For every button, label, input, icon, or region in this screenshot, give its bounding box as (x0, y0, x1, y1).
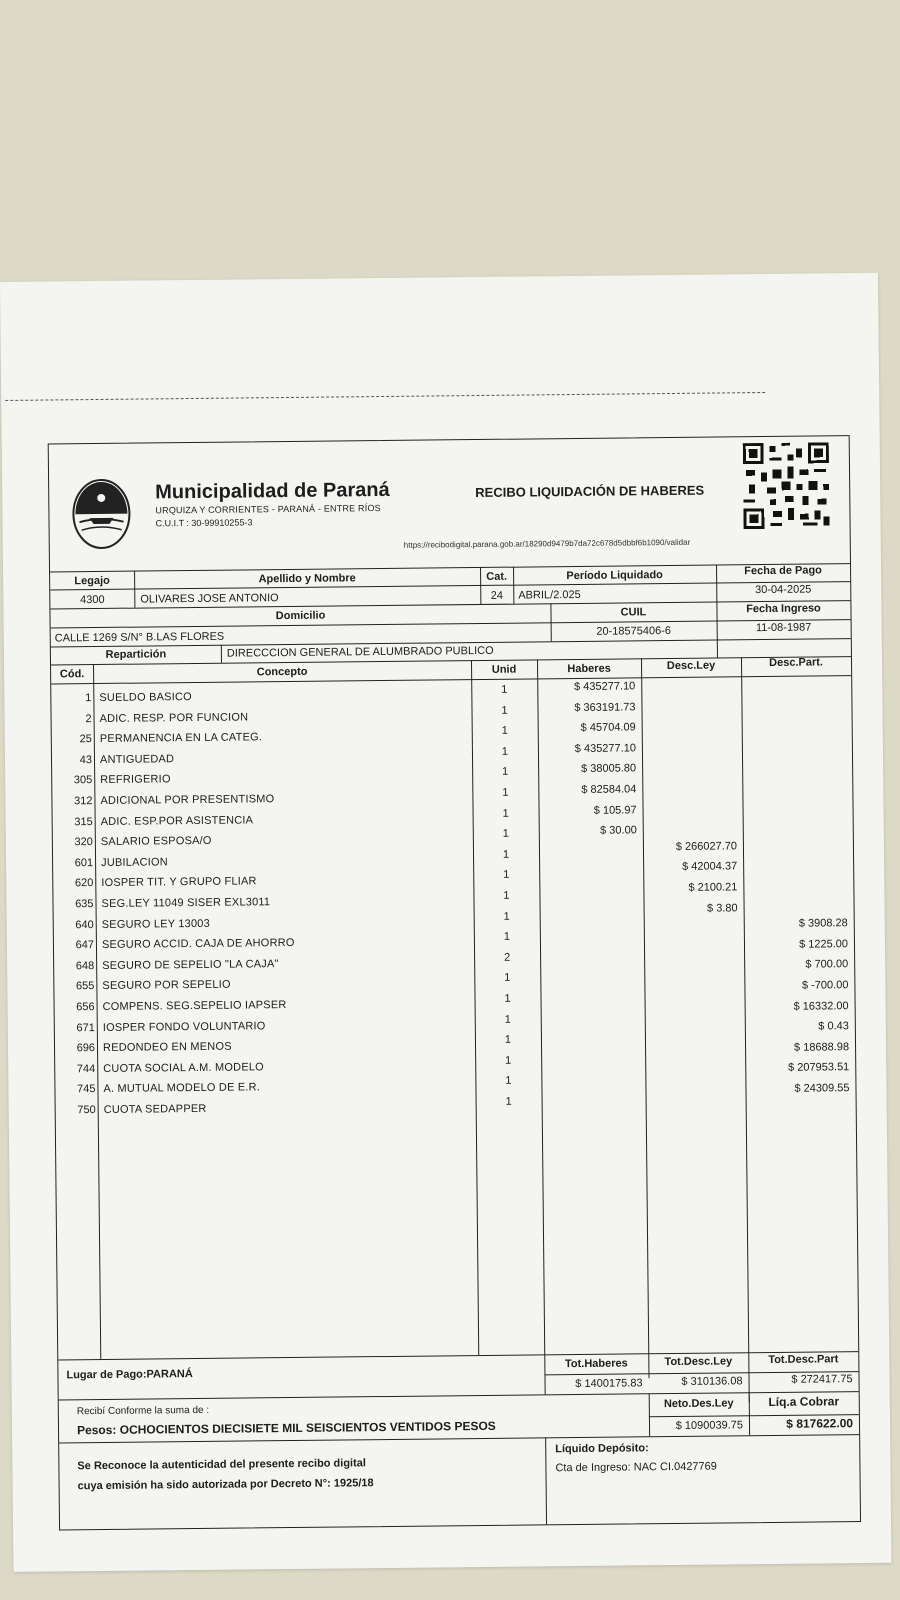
total-earnings: $ 1400175.83 (575, 1377, 643, 1391)
row-code: 647 (75, 939, 95, 952)
row-unit: 1 (501, 745, 509, 758)
period-label: Período Liquidado (566, 569, 663, 583)
row-concept: IOSPER FONDO VOLUNTARIO (102, 1019, 266, 1034)
row-private-deduction (742, 711, 846, 712)
row-private-deduction: $ 24309.55 (794, 1082, 850, 1095)
receipt-paper (0, 273, 891, 1572)
row-concept: ADICIONAL POR PRESENTISMO (100, 793, 275, 807)
row-earnings: $ 30.00 (600, 824, 637, 837)
net-value: $ 1090039.75 (675, 1419, 744, 1432)
row-legal-deduction (643, 820, 737, 821)
row-private-deduction (742, 732, 846, 733)
row-unit: 1 (501, 683, 508, 696)
row-legal-deduction (645, 1087, 739, 1088)
validation-url[interactable]: https://recibodigital.parana.gob.ar/18290d9479b7da72c678d5dbbf6b1090/validar (403, 537, 691, 550)
row-concept: SEGURO ACCID. CAJA DE AHORRO (101, 937, 295, 952)
row-earnings (540, 907, 638, 908)
qr-code-icon (743, 442, 830, 529)
cat-value: 24 (490, 589, 504, 602)
row-earnings: $ 38005.80 (581, 762, 637, 776)
row-concept: JUBILACION (101, 856, 168, 869)
row-code: 43 (79, 753, 93, 766)
row-code: 696 (76, 1042, 96, 1055)
row-code: 750 (77, 1104, 96, 1117)
payment-date-label: Fecha de Pago (744, 564, 822, 578)
document-title: RECIBO LIQUIDACIÓN DE HABERES (475, 482, 705, 501)
row-private-deduction (742, 753, 846, 754)
row-legal-deduction (642, 717, 736, 718)
address-value: CALLE 1269 S/N° B.LAS FLORES (54, 630, 225, 645)
cuil-label: CUIL (620, 606, 647, 619)
municipal-seal-icon (71, 478, 132, 551)
row-code: 312 (74, 795, 93, 808)
row-legal-deduction: $ 2100.21 (688, 881, 738, 894)
row-code: 305 (73, 774, 93, 787)
row-code: 671 (76, 1021, 95, 1034)
concept-header: Concepto (256, 665, 308, 679)
employee-name: OLIVARES JOSE ANTONIO (140, 592, 279, 606)
row-earnings (539, 866, 637, 867)
net-pay-value: $ 817622.00 (786, 1416, 854, 1431)
row-private-deduction: $ 3908.28 (798, 917, 848, 930)
row-code: 2 (85, 712, 92, 725)
row-private-deduction: $ 18688.98 (793, 1040, 850, 1054)
row-code: 315 (74, 815, 93, 828)
deposit-label: Líquido Depósito: (555, 1442, 649, 1456)
row-concept: COMPENS. SEG.SEPELIO IAPSER (102, 999, 287, 1013)
row-private-deduction (743, 835, 847, 836)
authenticity-line-1: Se Reconoce la autenticidad del presente recibo digital (77, 1457, 366, 1473)
address-label: Domicilio (275, 609, 326, 623)
row-concept: IOSPER TIT. Y GRUPO FLIAR (101, 875, 257, 890)
row-legal-deduction (642, 758, 736, 759)
earnings-header: Haberes (567, 662, 611, 676)
row-earnings (540, 928, 638, 929)
org-cuit: C.U.I.T : 30-99910255-3 (155, 517, 253, 529)
row-code: 656 (76, 1001, 95, 1014)
row-unit: 1 (504, 992, 511, 1005)
row-code: 655 (75, 980, 95, 993)
row-earnings: $ 82584.04 (581, 783, 637, 796)
salary-receipt (48, 435, 861, 1530)
row-concept: SUELDO BASICO (99, 691, 192, 704)
start-date-label: Fecha Ingreso (746, 602, 821, 616)
name-label: Apellido y Nombre (258, 572, 356, 586)
legajo-value: 4300 (80, 593, 105, 607)
org-name: Municipalidad de Paraná (155, 478, 390, 504)
row-code: 320 (74, 836, 93, 849)
row-concept: REFRIGERIO (100, 773, 171, 787)
deposit-account: Cta de Ingreso: NAC CI.0427769 (555, 1460, 717, 1475)
total-private-deductions-label: Tot.Desc.Part (768, 1353, 839, 1367)
unit-header: Unid (491, 663, 517, 676)
payment-date-value: 30-04-2025 (755, 583, 812, 597)
row-code: 745 (77, 1083, 96, 1096)
row-legal-deduction: $ 266027.70 (675, 840, 738, 853)
row-earnings: $ 435277.10 (574, 680, 636, 694)
row-legal-deduction (642, 737, 736, 738)
row-private-deduction (742, 773, 846, 774)
row-earnings: $ 363191.73 (574, 700, 636, 714)
department-label: Repartición (105, 648, 167, 661)
row-code: 640 (75, 918, 94, 931)
row-earnings (539, 886, 637, 887)
row-unit: 1 (504, 1013, 511, 1026)
row-private-deduction (742, 794, 846, 795)
row-private-deduction (741, 691, 845, 692)
row-concept: CUOTA SEDAPPER (103, 1102, 207, 1116)
row-private-deduction: $ 700.00 (805, 958, 849, 971)
row-unit: 1 (501, 724, 508, 737)
row-private-deduction (743, 876, 847, 877)
row-legal-deduction (642, 778, 736, 779)
row-concept: SALARIO ESPOSA/O (100, 835, 212, 849)
row-concept: ADIC. RESP. POR FUNCION (99, 711, 249, 725)
row-concept: A. MUTUAL MODELO DE E.R. (103, 1081, 261, 1096)
row-legal-deduction (645, 1046, 739, 1047)
row-earnings (541, 1051, 639, 1052)
row-legal-deduction: $ 3.80 (706, 901, 738, 915)
row-concept: SEGURO LEY 13003 (101, 917, 210, 931)
row-legal-deduction (644, 922, 738, 923)
row-concept: REDONDEO EN MENOS (102, 1040, 232, 1055)
row-unit: 1 (505, 1095, 512, 1108)
row-unit: 1 (505, 1054, 512, 1067)
row-private-deduction (743, 897, 847, 898)
row-code: 25 (79, 733, 92, 746)
row-unit: 1 (502, 848, 510, 861)
row-code: 744 (76, 1062, 96, 1076)
row-concept: SEGURO POR SEPELIO (102, 979, 231, 993)
row-legal-deduction (641, 696, 735, 697)
row-earnings: $ 435277.10 (574, 742, 636, 755)
row-earnings (540, 969, 638, 970)
row-private-deduction: $ 0.43 (818, 1020, 849, 1033)
row-code: 601 (74, 856, 94, 870)
row-earnings (539, 845, 637, 846)
amount-in-words: Pesos: OCHOCIENTOS DIECISIETE MIL SEISCIENTOS VENTIDOS PESOS (76, 1418, 496, 1438)
row-earnings: $ 105.97 (593, 803, 637, 817)
row-earnings (541, 1031, 639, 1032)
row-unit: 1 (503, 910, 510, 923)
row-legal-deduction (642, 799, 736, 800)
row-private-deduction: $ -700.00 (801, 979, 849, 992)
row-unit: 1 (502, 766, 509, 779)
received-text: Recibí Conforme la suma de : (76, 1404, 210, 1418)
total-legal-deductions-label: Tot.Desc.Ley (664, 1355, 733, 1369)
row-code: 620 (74, 877, 94, 890)
row-unit: 1 (503, 930, 511, 943)
row-concept: SEG.LEY 11049 SISER EXL3011 (101, 896, 271, 910)
row-private-deduction: $ 16332.00 (793, 999, 849, 1013)
row-concept: SEGURO DE SEPELIO "LA CAJA" (102, 957, 279, 972)
row-unit: 1 (505, 1075, 512, 1088)
start-date-value: 11-08-1987 (755, 621, 812, 635)
private-deductions-header: Desc.Part. (769, 656, 823, 669)
row-unit: 1 (503, 869, 510, 882)
org-address: URQUIZA Y CORRIENTES - PARANÁ - ENTRE RÍOS (155, 503, 381, 516)
row-private-deduction (741, 670, 845, 671)
legajo-label: Legajo (74, 574, 110, 588)
row-private-deduction (743, 856, 847, 857)
row-unit: 1 (502, 807, 509, 820)
total-legal-deductions: $ 310136.08 (681, 1375, 743, 1388)
row-unit: 1 (501, 704, 508, 717)
net-label: Neto.Des.Ley (663, 1397, 734, 1411)
row-unit: 1 (504, 1033, 512, 1046)
net-pay-label: Líq.a Cobrar (768, 1394, 840, 1410)
row-private-deduction (743, 814, 847, 815)
row-private-deduction: $ 207953.51 (788, 1061, 850, 1075)
row-legal-deduction (645, 1067, 739, 1068)
cat-label: Cat. (486, 570, 508, 583)
department-value: DIRECCCION GENERAL DE ALUMBRADO PUBLICO (226, 644, 494, 660)
period-value: ABRIL/2.025 (518, 588, 581, 602)
row-earnings (542, 1092, 640, 1093)
row-legal-deduction (644, 964, 738, 965)
row-concept: ADIC. ESP.POR ASISTENCIA (100, 813, 254, 828)
row-unit: 1 (502, 786, 509, 799)
row-earnings: $ 45704.09 (580, 721, 636, 735)
row-code: 648 (75, 959, 95, 973)
row-concept: PERMANENCIA EN LA CATEG. (99, 731, 263, 746)
row-code: 1 (85, 692, 92, 705)
row-private-deduction: $ 1225.00 (798, 937, 849, 951)
code-header: Cód. (59, 668, 85, 681)
cuil-value: 20-18575406-6 (596, 624, 672, 638)
row-concept: CUOTA SOCIAL A.M. MODELO (103, 1061, 264, 1075)
row-earnings (540, 989, 638, 990)
row-earnings (541, 1072, 639, 1073)
row-legal-deduction (644, 943, 738, 944)
row-legal-deduction: $ 42004.37 (682, 860, 738, 874)
row-legal-deduction (644, 984, 738, 985)
row-unit: 1 (503, 889, 510, 902)
tear-line (5, 392, 765, 401)
row-earnings (541, 1010, 639, 1011)
row-unit: 1 (502, 827, 509, 840)
payment-place: Lugar de Pago:PARANÁ (66, 1368, 193, 1382)
row-unit: 2 (503, 951, 511, 964)
row-earnings (540, 948, 638, 949)
row-concept: ANTIGUEDAD (99, 752, 175, 766)
total-earnings-label: Tot.Haberes (564, 1357, 628, 1371)
row-code: 635 (75, 898, 94, 911)
row-legal-deduction (645, 1025, 739, 1026)
row-legal-deduction (645, 1005, 739, 1006)
authenticity-line-2: cuya emisión ha sido autorizada por Decreto N°: 1925/18 (77, 1477, 374, 1493)
total-private-deductions: $ 272417.75 (791, 1373, 853, 1386)
row-unit: 1 (504, 972, 511, 985)
legal-deductions-header: Desc.Ley (666, 659, 716, 673)
